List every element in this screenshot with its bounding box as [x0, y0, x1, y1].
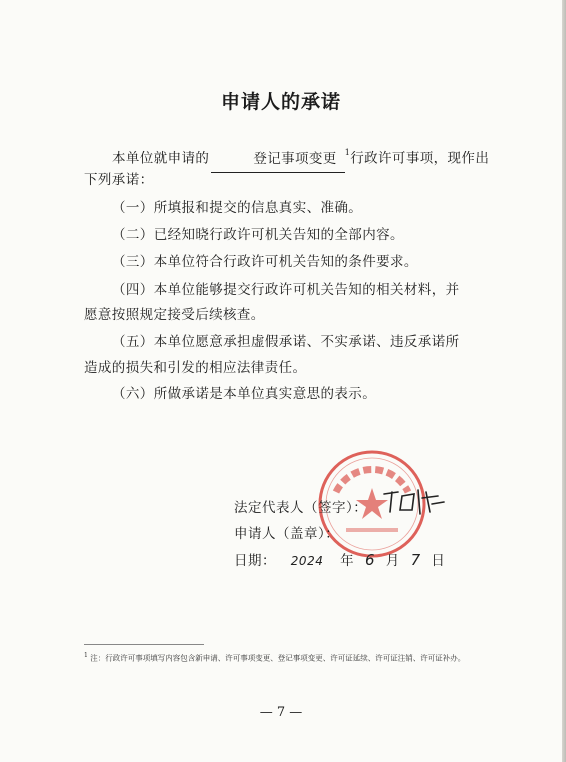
year-unit: 年 — [340, 553, 355, 569]
month-value: 6 — [364, 551, 375, 569]
pledge-item-6: （六）所做承诺是本单位真实意思的表示。 — [112, 386, 377, 402]
permit-item-field: 登记事项变更 — [211, 147, 344, 173]
pledge-item-1: （一）所填报和提交的信息真实、准确。 — [112, 200, 363, 216]
footnote-ref-mark: 1 — [344, 148, 351, 157]
pledge-item-4-line-2: 愿意按照规定接受后续核查。 — [84, 307, 265, 323]
year-value: 2024 — [290, 554, 324, 568]
date-label: 日期： — [234, 553, 276, 569]
pledge-item-5-line-2: 造成的损失和引发的相应法律责任。 — [84, 360, 307, 376]
legal-rep-row — [234, 496, 367, 516]
footnote — [84, 650, 494, 665]
pledge-item-2: （二）已经知晓行政许可机关告知的全部内容。 — [112, 227, 404, 243]
footnote-text: 注：行政许可事项填写内容包含新申请、许可事项变更、登记事项变更、许可证延续、许可证注销、许可证补办。 — [90, 653, 466, 663]
intro-suffix: 行政许可事项，现作出 — [350, 150, 490, 167]
pledge-item-4-line-1: （四）本单位能够提交行政许可机关告知的相关材料，并 — [112, 282, 460, 298]
footnote-divider — [84, 644, 204, 645]
day-value: 7 — [410, 551, 421, 569]
pledge-item-3: （三）本单位符合行政许可机关告知的条件要求。 — [112, 254, 418, 270]
day-unit: 日 — [431, 553, 446, 569]
footnote-mark: 1 — [84, 652, 88, 659]
month-unit: 月 — [385, 553, 400, 569]
document-title: 申请人的承诺 — [220, 91, 341, 113]
pledge-item-5-line-1: （五）本单位愿意承担虚假承诺、不实承诺、违反承诺所 — [112, 334, 460, 350]
intro-line-2: 下列承诺： — [84, 172, 154, 188]
legal-rep-label: 法定代表人（签字）： — [234, 500, 368, 516]
date-row — [234, 549, 445, 569]
page-number: — 7 — — [259, 705, 303, 720]
page-edge — [562, 0, 566, 762]
handwritten-signature — [380, 486, 450, 518]
applicant-row — [234, 522, 339, 542]
intro-prefix: 本单位就申请的 — [112, 150, 210, 167]
applicant-label: 申请人（盖章）： — [234, 526, 340, 542]
